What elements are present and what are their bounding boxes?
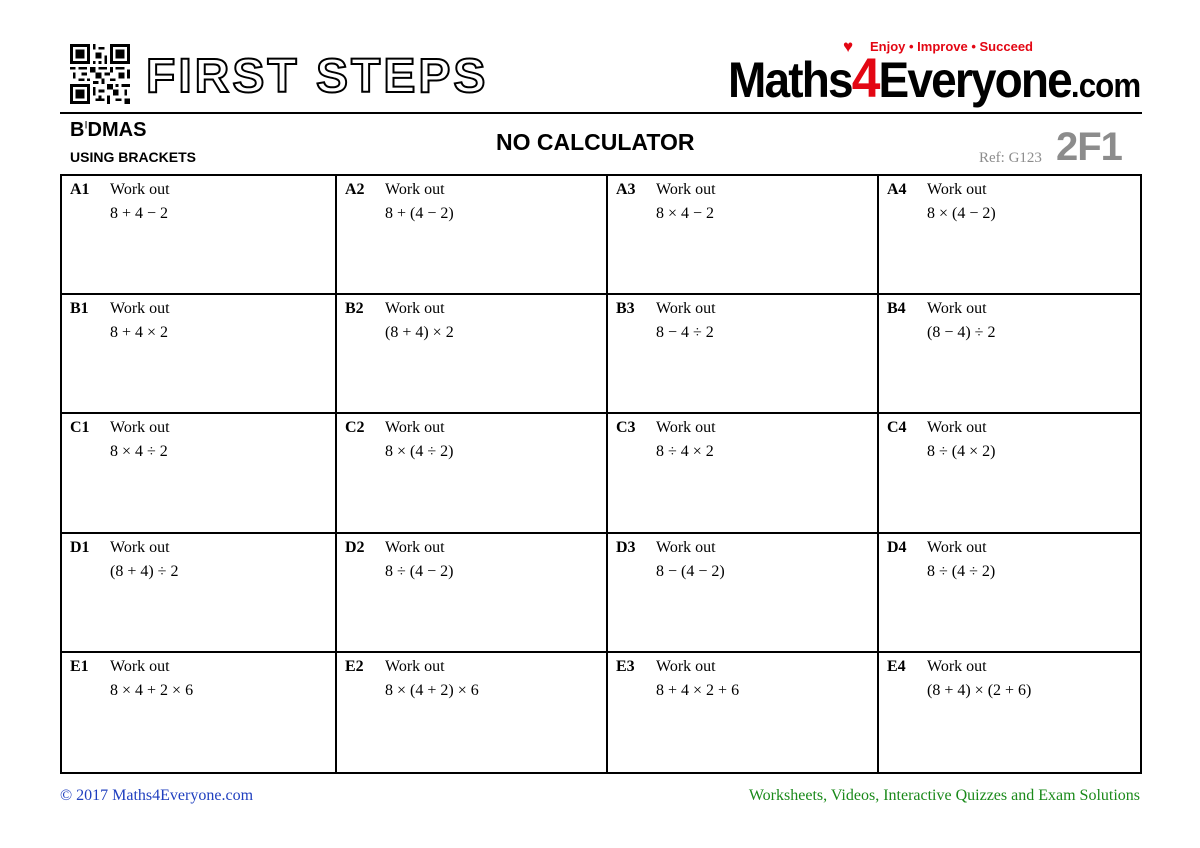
qr-code [70, 44, 130, 104]
question-instruction: Work out [110, 657, 170, 675]
question-expression: 8 × 4 + 2 × 6 [110, 681, 194, 699]
question-cell [608, 414, 879, 533]
question-cell [337, 295, 608, 414]
copyright-link[interactable]: © 2017 Maths4Everyone.com [60, 787, 254, 804]
question-expression: 8 + (4 − 2) [385, 205, 454, 222]
worksheet-code: 2F1 [1056, 125, 1122, 169]
question-id: A1 [70, 181, 90, 198]
question-cell [62, 295, 337, 414]
calculator-notice: NO CALCULATOR [496, 129, 695, 155]
subtopic-title: USING BRACKETS [70, 149, 197, 165]
question-id: E3 [616, 657, 635, 675]
question-id: D1 [70, 538, 90, 556]
question-id: B1 [70, 300, 89, 318]
question-cell [879, 534, 1140, 653]
question-id: B2 [345, 300, 364, 318]
question-cell [879, 414, 1140, 533]
question-id: C1 [70, 419, 90, 437]
question-instruction: Work out [927, 538, 987, 556]
question-expression: 8 × 4 ÷ 2 [110, 443, 168, 461]
question-expression: 8 ÷ 4 × 2 [656, 443, 714, 461]
question-grid [60, 174, 1142, 774]
question-cell [879, 176, 1140, 295]
question-id: B3 [616, 300, 635, 318]
topic-prefix: B [70, 119, 85, 141]
question-expression: (8 + 4) ÷ 2 [110, 562, 179, 580]
header-divider [60, 112, 1142, 114]
question-id: E1 [70, 657, 89, 675]
question-id: A2 [345, 181, 365, 198]
question-instruction: Work out [927, 300, 987, 318]
question-id: C2 [345, 419, 365, 437]
resources-tagline: Worksheets, Videos, Interactive Quizzes and Exam Solutions [748, 787, 1140, 804]
topic-superscript: I [84, 119, 88, 132]
question-cell [608, 653, 879, 772]
question-instruction: Work out [656, 181, 716, 198]
question-id: D4 [887, 538, 907, 556]
question-instruction: Work out [656, 300, 716, 318]
question-cell [608, 534, 879, 653]
question-expression: 8 ÷ (4 ÷ 2) [927, 562, 996, 580]
question-id: A4 [887, 181, 907, 198]
question-expression: 8 ÷ (4 − 2) [385, 562, 454, 580]
question-instruction: Work out [110, 181, 170, 198]
question-instruction: Work out [385, 538, 445, 556]
question-expression: 8 ÷ (4 × 2) [927, 443, 996, 461]
question-cell [62, 176, 337, 295]
question-instruction: Work out [110, 419, 170, 437]
question-cell [62, 534, 337, 653]
question-cell [337, 414, 608, 533]
question-id: A3 [616, 181, 636, 198]
question-id: E2 [345, 657, 364, 675]
question-instruction: Work out [385, 419, 445, 437]
question-expression: 8 × (4 − 2) [927, 205, 996, 222]
topic-rest: DMAS [87, 119, 147, 141]
question-cell [62, 414, 337, 533]
question-instruction: Work out [385, 300, 445, 318]
question-expression: (8 − 4) ÷ 2 [927, 324, 996, 342]
question-expression: 8 × (4 ÷ 2) [385, 443, 454, 461]
question-instruction: Work out [656, 419, 716, 437]
question-expression: 8 × 4 − 2 [656, 205, 715, 222]
logo-part-dotcom: .com [1070, 67, 1141, 105]
question-expression: 8 × (4 + 2) × 6 [385, 681, 479, 699]
question-expression: 8 + 4 × 2 [110, 324, 169, 342]
question-cell [337, 176, 608, 295]
logo-part-four: 4 [851, 46, 879, 109]
question-expression: (8 + 4) × 2 [385, 324, 454, 342]
question-instruction: Work out [927, 181, 987, 198]
question-instruction: Work out [927, 657, 987, 675]
question-cell [879, 295, 1140, 414]
question-expression: 8 − (4 − 2) [656, 562, 725, 580]
question-cell [879, 653, 1140, 772]
question-cell [608, 295, 879, 414]
question-instruction: Work out [656, 657, 716, 675]
question-expression: (8 + 4) × (2 + 6) [927, 681, 1032, 699]
question-instruction: Work out [385, 657, 445, 675]
question-id: C4 [887, 419, 907, 437]
heart-icon: ♥ [843, 37, 854, 56]
question-instruction: Work out [656, 538, 716, 556]
question-id: B4 [887, 300, 906, 318]
question-cell [337, 534, 608, 653]
question-instruction: Work out [927, 419, 987, 437]
question-cell [608, 176, 879, 295]
brand-tagline: Enjoy • Improve • Succeed [870, 39, 1033, 54]
question-id: C3 [616, 419, 636, 437]
question-cell [62, 653, 337, 772]
question-id: D3 [616, 538, 636, 556]
worksheet-title: FIRST STEPS [146, 50, 489, 103]
logo-part-everyone: Everyone [878, 52, 1071, 108]
reference-label: Ref: G123 [979, 150, 1042, 166]
question-cell [337, 653, 608, 772]
question-expression: 8 − 4 ÷ 2 [656, 324, 714, 342]
logo-part-maths: Maths [728, 52, 852, 108]
question-id: D2 [345, 538, 365, 556]
question-instruction: Work out [110, 538, 170, 556]
question-id: E4 [887, 657, 906, 675]
question-instruction: Work out [110, 300, 170, 318]
topic-title [70, 119, 146, 142]
question-instruction: Work out [385, 181, 445, 198]
question-expression: 8 + 4 × 2 + 6 [656, 681, 740, 699]
question-expression: 8 + 4 − 2 [110, 205, 169, 222]
